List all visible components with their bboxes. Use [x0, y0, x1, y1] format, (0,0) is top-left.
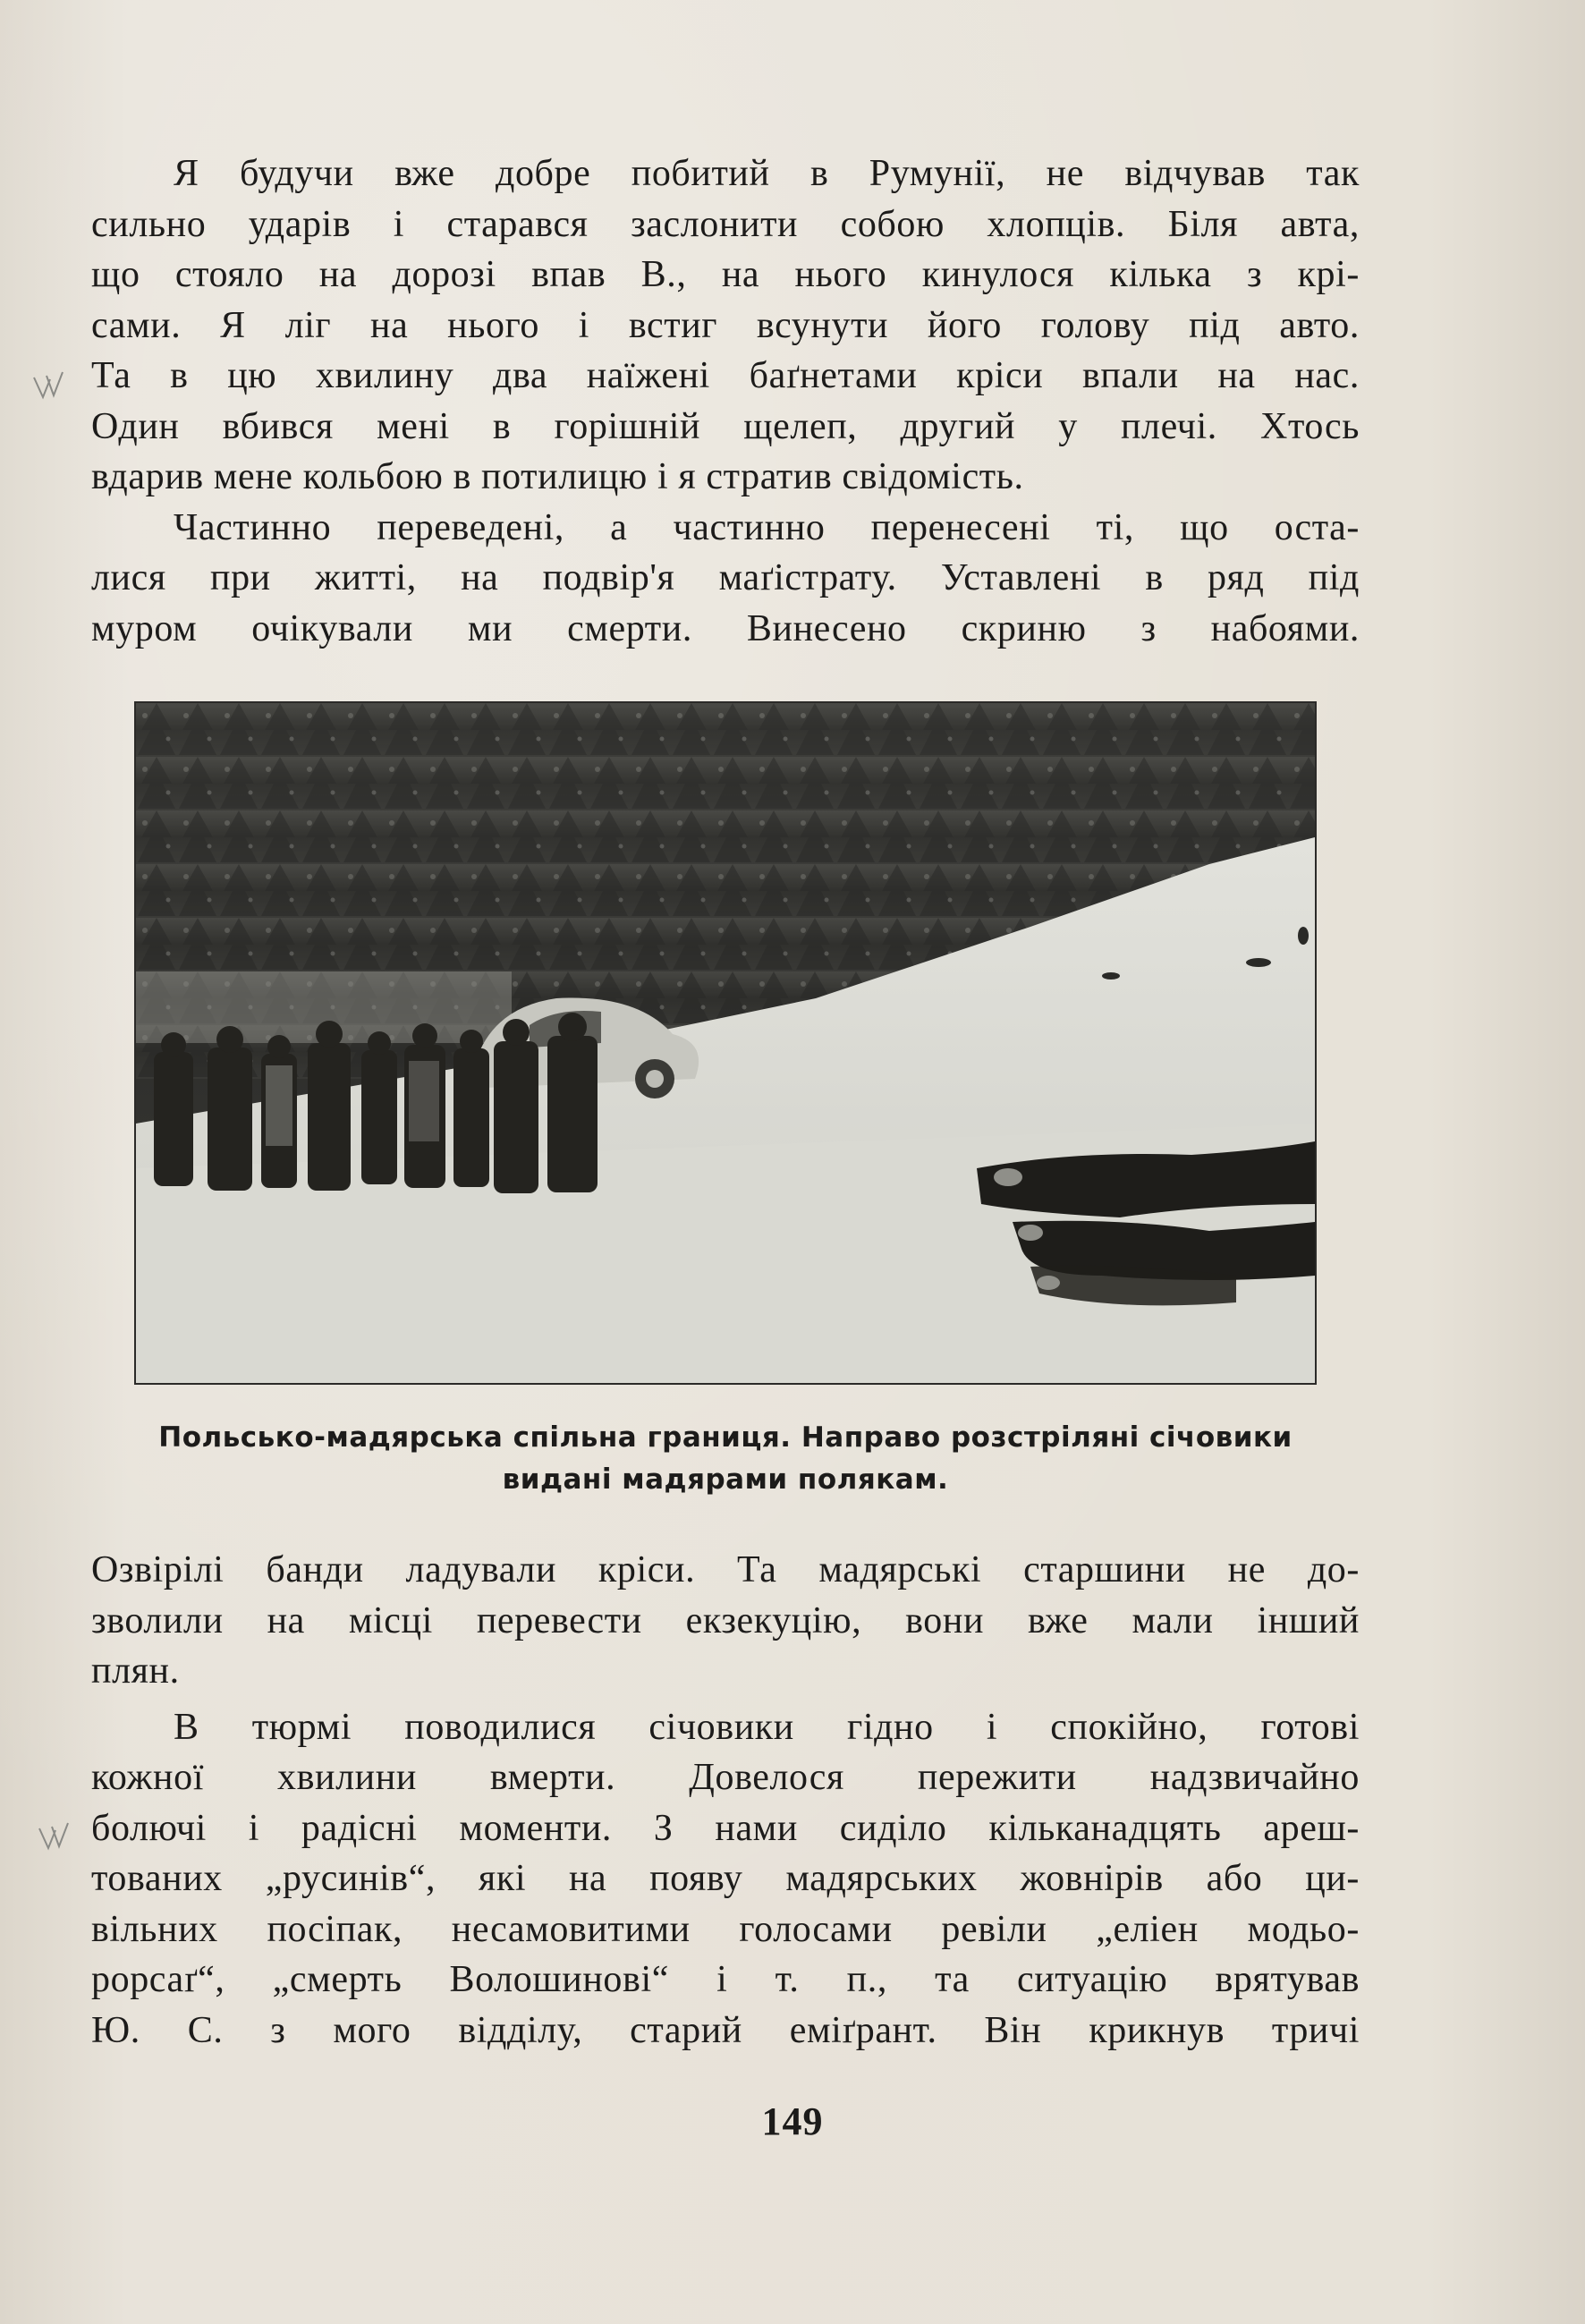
- top-text-block: [91, 148, 1360, 654]
- paragraph-line: сами. Я ліг на нього і встиг всунути його голову під авто.: [91, 304, 1360, 346]
- bottom-text-block: [91, 1545, 1360, 2056]
- paragraph-line: плян.: [91, 1650, 180, 1692]
- paragraph-line: Один вбився мені в горішній щелеп, другий у плечі. Хтось: [91, 405, 1360, 447]
- pencil-checkmark-icon: [30, 367, 66, 403]
- caption-line: видані мадярами полякам.: [502, 1463, 949, 1496]
- paragraph-line: кожної хвилини вмерти. Довелося пережити надзвичайно: [91, 1757, 1360, 1798]
- photograph: [134, 701, 1317, 1385]
- figure-caption: [91, 1417, 1360, 1501]
- paragraph-line: муром очікували ми смерти. Винесено скриню з набоями.: [91, 607, 1360, 649]
- paragraph-line: рорсаґ“, „смерть Волошинові“ і т. п., та ситуацію врятував: [91, 1959, 1360, 2000]
- paragraph-line: Частинно переведені, а частинно перенесені ті, що оста-: [174, 506, 1360, 548]
- paragraph-line: зволили на місці перевести екзекуцію, вони вже мали інший: [91, 1599, 1360, 1641]
- paragraph-line: що стояло на дорозі впав В., на нього кинулося кілька з крі-: [91, 254, 1360, 295]
- page-number: 149: [761, 2099, 824, 2143]
- paragraph-line: В тюрмі поводилися січовики гідно і спокійно, готові: [174, 1706, 1360, 1748]
- snow-scene-illustration: [136, 703, 1315, 1383]
- pencil-checkmark-icon: [36, 1818, 72, 1853]
- paragraph-line: Ю. С. з мого відділу, старий еміґрант. Він крикнув тричі: [91, 2009, 1360, 2051]
- paragraph-line: Та в цю хвилину два наїжені баґнетами кріси впали на нас.: [91, 355, 1360, 396]
- paragraph-line: вдарив мене кольбою в потилицю і я стратив свідомість.: [91, 456, 1024, 497]
- paragraph-line: лися при житті, на подвір'я маґістрату. Уставлені в ряд під: [91, 557, 1360, 598]
- paragraph-line: Озвірілі банди ладували кріси. Та мадярські старшини не до-: [91, 1549, 1360, 1590]
- paragraph-line: тованих „русинів“, які на появу мадярських жовнірів або ци-: [91, 1858, 1360, 1899]
- paragraph-line: Я будучи вже добре побитий в Румунії, не відчував так: [174, 153, 1360, 194]
- caption-line: Польсько-мадярська спільна границя. Направо розстріляні січовики: [158, 1421, 1293, 1454]
- paragraph-line: болючі і радісні моменти. З нами сиділо кільканадцять ареш-: [91, 1807, 1360, 1849]
- paragraph-line: вільних посіпак, несамовитими голосами ревіли „еліен модьо-: [91, 1908, 1360, 1950]
- paragraph-line: сильно ударів і старався заслонити собою хлопців. Біля авта,: [91, 203, 1360, 245]
